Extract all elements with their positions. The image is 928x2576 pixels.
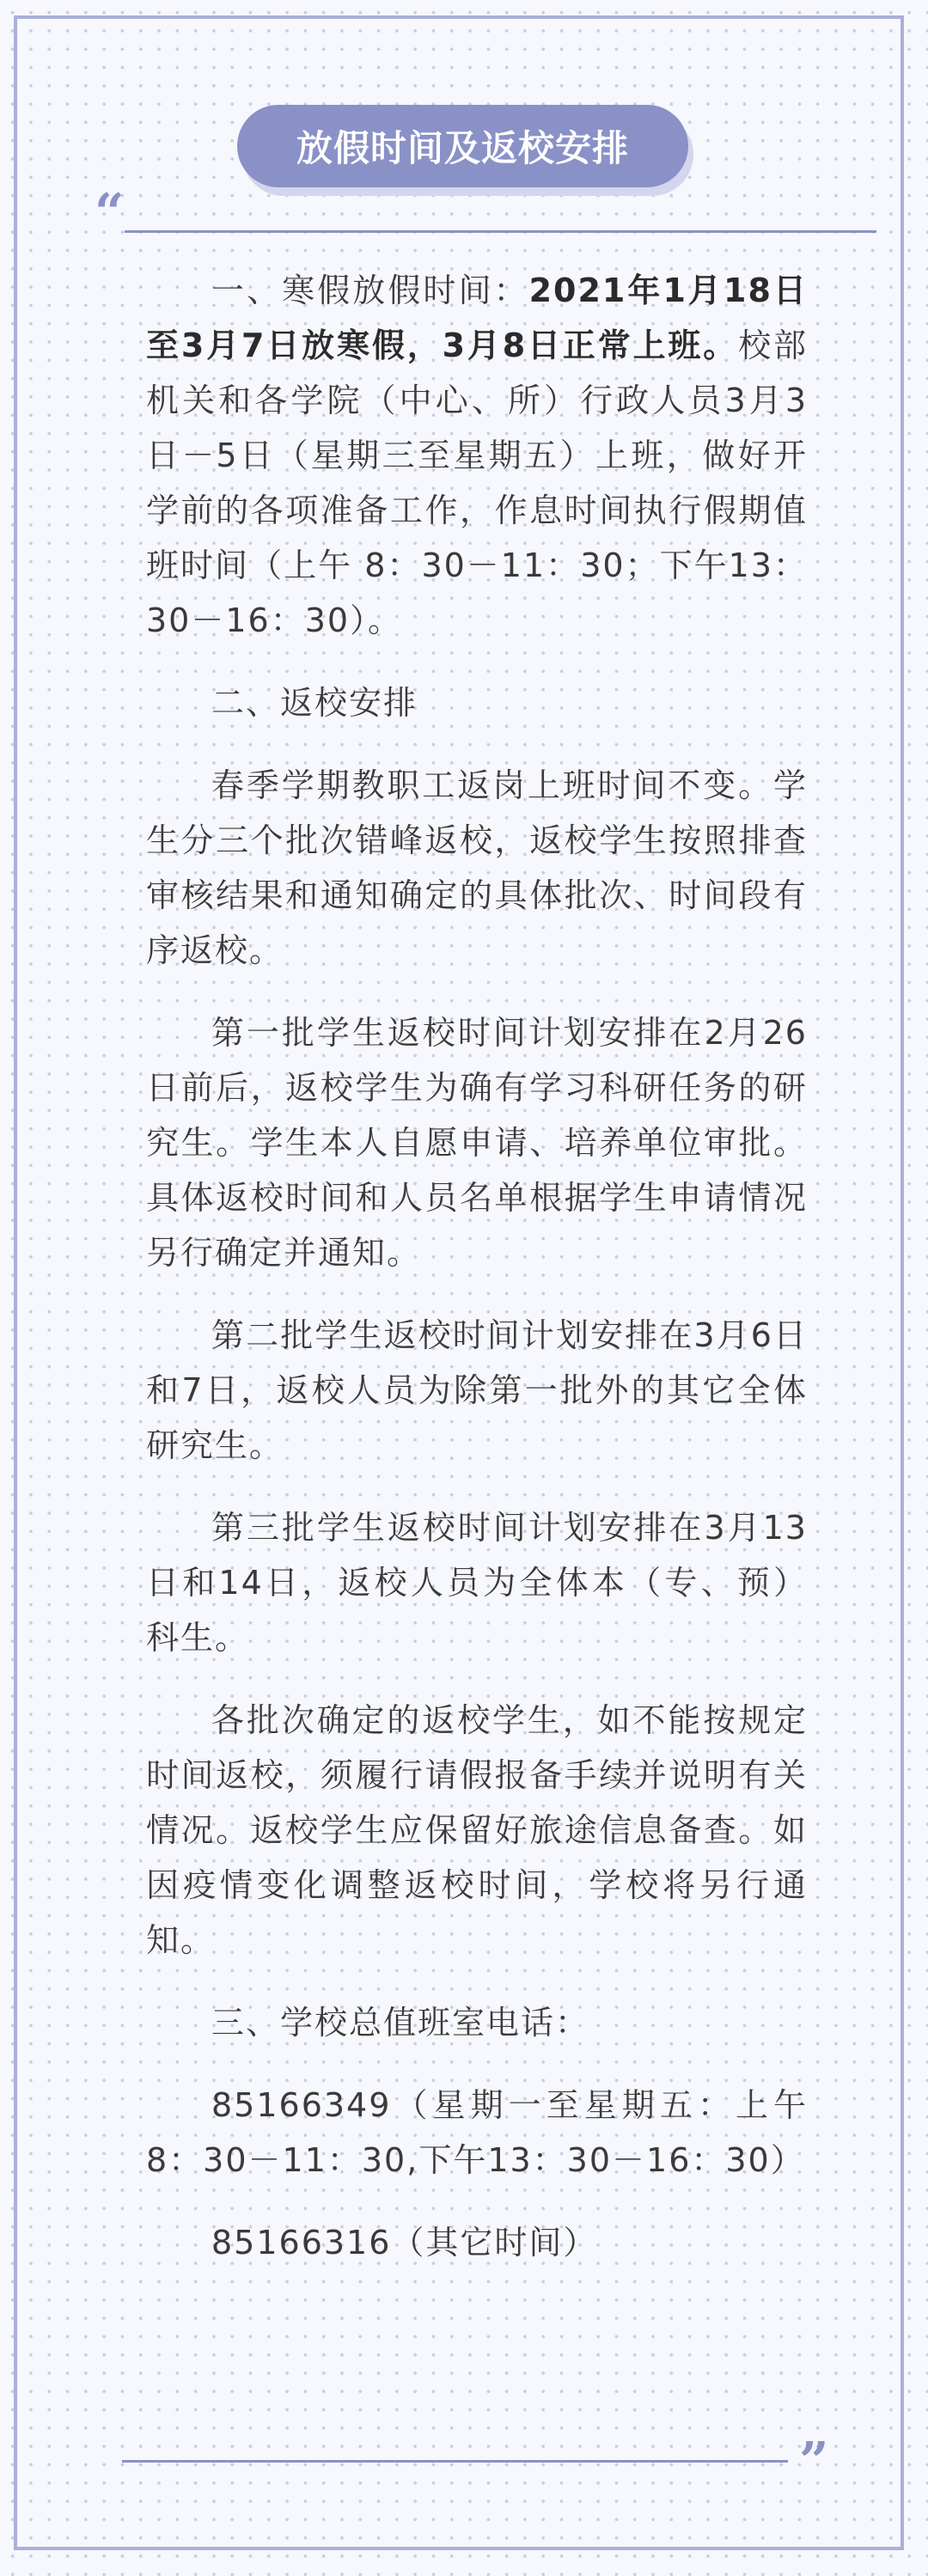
paragraph-batch-2: 第二批学生返校时间计划安排在3月6日和7日，返校人员为除第一批外的其它全体研究生。	[146, 1316, 808, 1464]
title-banner	[237, 105, 688, 187]
holiday-dates: 2021年1月18日至3月7日放寒假，3月8日正常上班。	[146, 272, 808, 364]
paragraph-batch-3: 第三批学生返校时间计划安排在3月13日和14日，返校人员为全体本（专、预）科生。	[146, 1509, 808, 1657]
paragraph-return-overview: 春季学期教职工返岗上班时间不变。学生分三个批次错峰返校，返校学生按照排查审核结果和通知确定的具体批次、时间段有序返校。	[146, 766, 808, 969]
holiday-lead: 一、寒假放假时间：	[211, 272, 529, 309]
holiday-detail: 校部机关和各学院（中心、所）行政人员3月3日－5日（星期三至星期五）上班，做好开学前的各项准备工作，作息时间执行假期值班时间（上午 8：30－11：30；下午13：30－16：30）。	[146, 327, 808, 639]
article-body	[146, 263, 808, 2298]
paragraph-batch-1: 第一批学生返校时间计划安排在2月26日前后，返校学生为确有学习科研任务的研究生。学生本人自愿申请、培养单位审批。具体返校时间和人员名单根据学生申请情况另行确定并通知。	[146, 1014, 808, 1272]
open-quote-icon: “	[95, 183, 125, 243]
paragraph-holiday	[146, 263, 808, 648]
paragraph-phone-other: 85166316（其它时间）	[211, 2224, 598, 2262]
top-divider	[125, 230, 876, 233]
paragraph-return-heading: 二、返校安排	[211, 684, 418, 722]
close-quote-icon: ”	[799, 2432, 829, 2492]
page-title: 放假时间及返校安排	[296, 127, 629, 169]
paragraph-phone-weekday: 85166349（星期一至星期五：上午8：30－11：30,下午13：30－16：30）	[146, 2086, 808, 2179]
paragraph-leave-rules: 各批次确定的返校学生，如不能按规定时间返校，须履行请假报备手续并说明有关情况。返校学生应保留好旅途信息备查。如因疫情变化调整返校时间，学校将另行通知。	[146, 1701, 808, 1959]
paragraph-phone-heading: 三、学校总值班室电话：	[211, 2004, 590, 2042]
bottom-divider	[122, 2460, 788, 2463]
